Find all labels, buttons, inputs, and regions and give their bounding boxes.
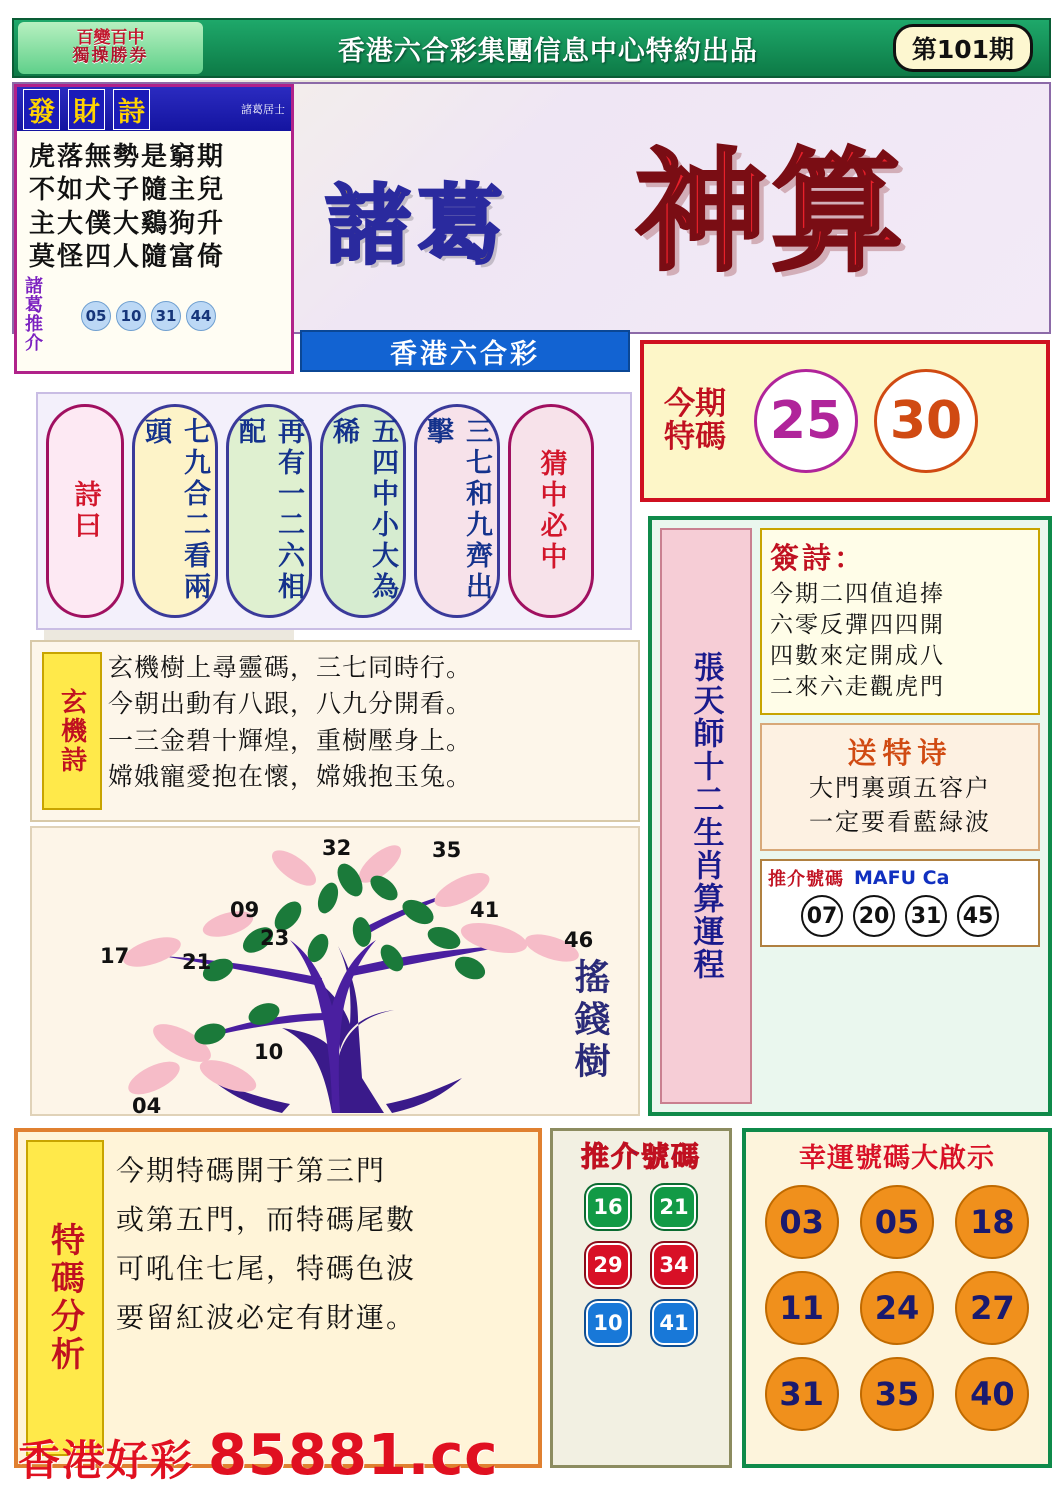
- recommended-numbers-label: 推介號碼: [768, 869, 844, 891]
- poem-recommend-label: [25, 278, 81, 354]
- tree-number: 09: [230, 898, 260, 922]
- page-header: [12, 18, 1051, 78]
- lucky-number-ball: 11: [765, 1271, 839, 1345]
- masthead: [305, 96, 1045, 296]
- special-analysis-line: 今期特碼開于第三門: [116, 1154, 387, 1187]
- poem-number-ball: 05: [81, 301, 111, 331]
- poem-line: 不如犬子隨主兒: [29, 175, 226, 206]
- watermark-site-name: 香港好彩: [18, 1436, 195, 1485]
- money-tree-illustration: [30, 826, 640, 1116]
- mystic-poem-card: [30, 640, 640, 822]
- special-number-label: 今期特碼: [664, 386, 726, 455]
- lucky-number-ball: 03: [765, 1185, 839, 1259]
- poem-head-char-2: 財: [68, 89, 105, 130]
- logo-line-1: 百變百中: [76, 28, 145, 49]
- poem-recommend-label-1: 諸 葛: [25, 276, 63, 316]
- pick-number-ball: 21: [652, 1185, 696, 1229]
- page-title: 香港六合彩集團信息中心特約出品: [337, 35, 758, 67]
- recommended-numbers-brand: MAFU Ca: [854, 867, 950, 890]
- pick-number-ball: 41: [652, 1301, 696, 1345]
- poem-author: 諸葛居士: [241, 102, 285, 116]
- poem-line: 虎落無勢是窮期: [29, 142, 226, 172]
- poem-pills-row: [36, 392, 632, 630]
- lucky-numbers-card: [742, 1128, 1052, 1468]
- pill-verse: 三七和九齊出擊: [414, 404, 500, 618]
- lucky-numbers-grid: [746, 1177, 1048, 1439]
- poem-number-ball: 31: [151, 301, 181, 331]
- brand-logo: [18, 22, 203, 74]
- special-analysis-label: 特碼分析: [26, 1140, 104, 1456]
- mystic-poem-line: 玄機樹上尋靈碼，三七同時行。: [108, 653, 473, 682]
- zodiac-fortune-content: [760, 520, 1048, 1112]
- tree-number: 41: [470, 898, 500, 922]
- recommended-numbers-box: [760, 859, 1040, 947]
- special-poem-line: 一定要看藍緑波: [809, 807, 991, 836]
- masthead-left-text: 諸葛: [325, 175, 509, 276]
- watermark-url: 85881.cc: [208, 1423, 499, 1488]
- lucky-number-ball: 18: [955, 1185, 1029, 1259]
- oracle-poem-line: 今期二四值追捧: [770, 581, 945, 607]
- poem-line: 主大僕大鷄狗升: [29, 208, 226, 239]
- tree-number: 21: [182, 950, 212, 974]
- poem-head-char-1: 發: [23, 89, 60, 130]
- pill-verse: 五四中小大為稀: [320, 404, 406, 618]
- pick-numbers-title: 推介號碼: [580, 1140, 701, 1173]
- pill-verse: 七九合二看兩頭: [132, 404, 218, 618]
- oracle-poem-box: [760, 528, 1040, 715]
- pick-number-ball: 10: [586, 1301, 630, 1345]
- fortune-poem-lines: [17, 131, 291, 274]
- pill-verse: 再有一二六相配: [226, 404, 312, 618]
- recommended-number-ball: 45: [957, 895, 999, 937]
- pick-numbers-rows: [553, 1175, 729, 1345]
- special-analysis-card: [14, 1128, 542, 1468]
- oracle-poem-line: 六零反彈四四開: [770, 612, 945, 639]
- pick-numbers-row: [586, 1185, 696, 1229]
- pick-numbers-row: [586, 1301, 696, 1345]
- lottery-name-bar: 香港六合彩: [300, 330, 630, 372]
- recommended-numbers-header: [768, 865, 1032, 891]
- lucky-numbers-title: 幸運號碼大啟示: [799, 1143, 995, 1174]
- oracle-poem-line: 四數來定開成八: [770, 643, 945, 670]
- recommended-number-ball: 20: [853, 895, 895, 937]
- special-analysis-line: 或第五門，而特碼尾數: [116, 1203, 417, 1236]
- poem-recommend-label-2: 推 介: [25, 313, 63, 354]
- mystic-poem-line: 今朝出動有八跟，八九分開看。: [108, 689, 473, 719]
- lucky-number-ball: 31: [765, 1357, 839, 1431]
- tree-number: 17: [100, 944, 130, 968]
- recommended-numbers-list: [768, 895, 1032, 937]
- pick-number-ball: 34: [652, 1243, 696, 1287]
- money-tree-caption: 搖錢樹: [569, 958, 611, 1084]
- tree-number: 04: [132, 1094, 162, 1116]
- poem-head-char-3: 詩: [113, 89, 150, 130]
- pill-label: 詩曰: [46, 404, 124, 618]
- oracle-poem-line: 二來六走觀虎門: [770, 674, 945, 701]
- issue-badge: 第101期: [893, 24, 1033, 72]
- pick-number-ball: 29: [586, 1243, 630, 1287]
- lucky-number-ball: 40: [955, 1357, 1029, 1431]
- mystic-poem-line: 一三金碧十輝煌，重樹壓身上。: [108, 725, 473, 755]
- special-poem-title: 送特诗: [847, 736, 953, 771]
- tree-number: 10: [254, 1040, 284, 1064]
- tree-number: 23: [260, 926, 290, 950]
- special-analysis-line: 要留紅波必定有財運。: [116, 1301, 417, 1334]
- zodiac-fortune-card: [648, 516, 1052, 1116]
- lucky-number-ball: 24: [860, 1271, 934, 1345]
- pick-numbers-row: [586, 1243, 696, 1287]
- fortune-poem-header: [17, 87, 291, 131]
- lucky-number-ball: 35: [860, 1357, 934, 1431]
- pick-numbers-card: [550, 1128, 732, 1468]
- tree-number: 35: [432, 838, 462, 862]
- recommended-number-ball: 07: [801, 895, 843, 937]
- poem-number-ball: 10: [116, 301, 146, 331]
- special-number-ball: 25: [754, 369, 858, 473]
- special-poem-box: [760, 723, 1040, 851]
- zodiac-fortune-label: 張天師十二生肖算運程: [660, 528, 752, 1104]
- mystic-poem-lines: [108, 642, 472, 820]
- lucky-number-ball: 05: [860, 1185, 934, 1259]
- special-analysis-lines: [108, 1132, 422, 1464]
- money-tree-graphic: [32, 828, 640, 1116]
- tree-number: 46: [564, 928, 594, 952]
- recommended-number-ball: 31: [905, 895, 947, 937]
- masthead-right-text: 神算: [635, 135, 907, 290]
- lucky-number-ball: 27: [955, 1271, 1029, 1345]
- pick-number-ball: 16: [586, 1185, 630, 1229]
- logo-line-2: 獨操勝券: [72, 46, 149, 66]
- fortune-poem-card: [14, 84, 294, 374]
- special-poem-line: 大門裏頭五容户: [809, 774, 991, 803]
- pill-slogan: 猜中必中: [508, 404, 594, 618]
- watermark: [18, 1423, 499, 1488]
- poem-number-ball: 44: [186, 301, 216, 331]
- mystic-poem-label: 玄機詩: [42, 652, 102, 810]
- poem-line: 莫怪四人隨富倚: [29, 241, 226, 272]
- mystic-poem-line: 嫦娥寵愛抱在懷，嫦娥抱玉兔。: [108, 761, 473, 791]
- poem-recommend-row: [17, 274, 291, 354]
- tree-number: 32: [322, 836, 352, 860]
- special-number-ball: 30: [874, 369, 978, 473]
- oracle-poem-title: 簽詩：: [770, 541, 867, 575]
- special-number-card: [640, 340, 1050, 502]
- special-analysis-line: 可吼住七尾，特碼色波: [116, 1252, 417, 1285]
